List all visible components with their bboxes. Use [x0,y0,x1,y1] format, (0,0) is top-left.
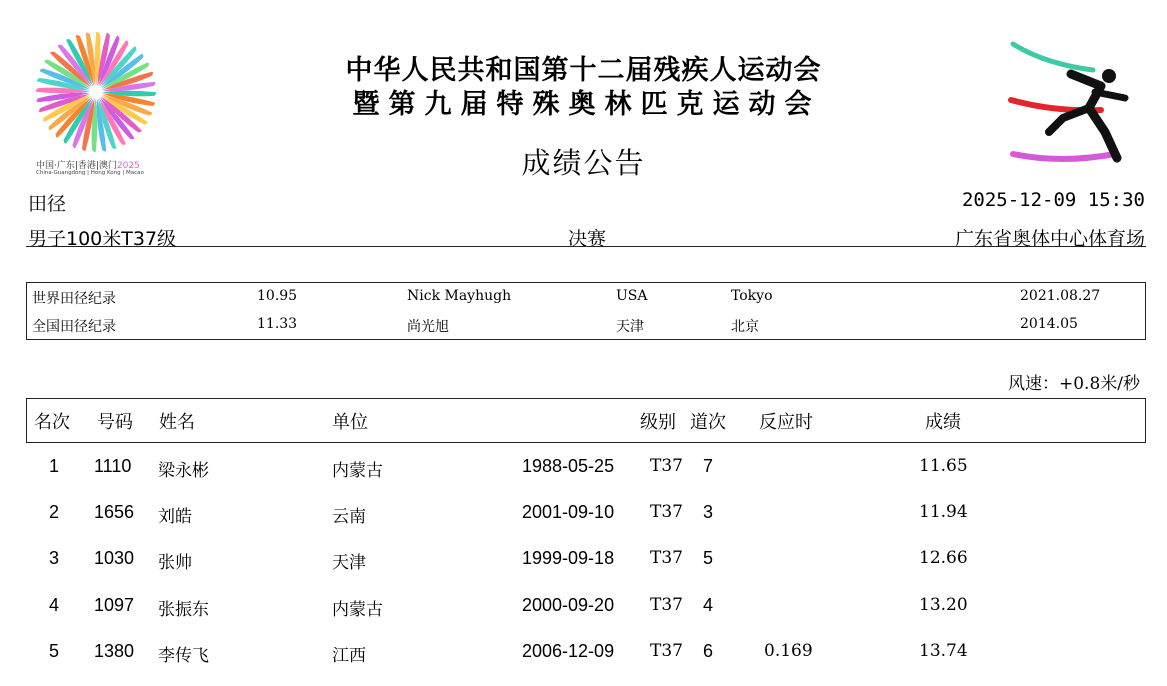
results-header-bottom-border [26,442,1146,443]
lane: 7 [703,456,714,476]
team: 江西 [332,646,366,666]
lane: 3 [703,502,714,522]
record-row-national [27,311,1145,339]
result-time: 13.20 [919,595,968,615]
header-unit: 单位 [332,412,368,433]
rank: 1 [48,456,59,476]
athlete-name: 张振东 [158,600,209,620]
athlete-name: 李传飞 [158,646,209,666]
rank: 2 [48,502,59,522]
header-divider [26,246,1146,247]
class: T37 [650,595,683,615]
record-row-world [27,283,1145,311]
team: 天津 [332,553,366,573]
record-team: 天津 [616,319,644,335]
sport-label: 田径 [28,193,67,215]
class: T37 [650,641,683,661]
birth-date: 2001-09-10 [522,502,615,522]
header-class: 级别 [640,412,676,433]
team: 云南 [332,507,366,527]
record-label: 全国田径纪录 [32,319,116,335]
venue-label: 广东省奥体中心体育场 [954,228,1145,250]
games-title-line1: 中华人民共和国第十二届残疾人运动会 [345,55,822,86]
lane: 5 [703,548,714,568]
athlete-name: 刘皓 [158,507,192,527]
datetime-label: 2025-12-09 15:30 [961,189,1145,211]
birth-date: 1988-05-25 [522,456,615,476]
athlete-name: 张帅 [158,553,192,573]
header-name: 姓名 [159,412,195,433]
records-table [26,282,1146,340]
table-row [0,595,1167,635]
table-row [0,548,1167,588]
wind-speed: 风速：+0.8米/秒 [1007,374,1140,394]
header-bib: 号码 [97,412,133,433]
result-time: 11.94 [919,502,968,522]
logo-caption-cn: 中国·广东|香港|澳门2025 [36,161,140,171]
record-holder: 尚光旭 [407,319,449,335]
header-lane: 道次 [690,412,726,433]
logo-caption-en: China·Guangdong | Hong Kong | Macao [36,170,144,176]
header-result: 成绩 [925,412,961,433]
result-time: 13.74 [919,641,968,661]
results-header-top-border [26,398,1146,399]
record-date: 2014.05 [1020,316,1078,332]
team: 内蒙古 [332,600,383,620]
bib: 1097 [94,595,135,615]
class: T37 [650,456,683,476]
lane: 6 [703,641,714,661]
birth-date: 1999-09-18 [522,548,615,568]
event-label: 男子100米T37级 [28,228,177,250]
round-label: 决赛 [568,228,607,250]
record-place: Tokyo [731,288,773,304]
table-row [0,502,1167,542]
bib: 1380 [94,641,135,661]
reaction-time: 0.169 [764,641,813,661]
document-title: 成绩公告 [521,146,646,180]
record-holder: Nick Mayhugh [407,288,512,304]
result-time: 12.66 [919,548,968,568]
class: T37 [650,548,683,568]
record-date: 2021.08.27 [1020,288,1101,304]
table-row [0,456,1167,496]
rank: 3 [48,548,59,568]
table-row [0,641,1167,681]
header-reaction: 反应时 [759,412,813,433]
rank: 5 [48,641,59,661]
record-mark: 11.33 [257,316,298,332]
result-time: 11.65 [919,456,968,476]
bib: 1110 [94,456,132,476]
games-title-line2: 暨第九届特殊奥林匹克运动会 [352,89,821,120]
record-place: 北京 [731,319,759,335]
athlete-name: 梁永彬 [158,461,209,481]
bib: 1656 [94,502,135,522]
team: 内蒙古 [332,461,383,481]
bib: 1030 [94,548,135,568]
header-rank: 名次 [34,412,70,433]
record-label: 世界田径纪录 [32,291,116,307]
birth-date: 2006-12-09 [522,641,615,661]
lane: 4 [703,595,714,615]
record-mark: 10.95 [257,288,298,304]
rank: 4 [48,595,59,615]
record-team: USA [616,288,648,304]
birth-date: 2000-09-20 [522,595,615,615]
class: T37 [650,502,683,522]
